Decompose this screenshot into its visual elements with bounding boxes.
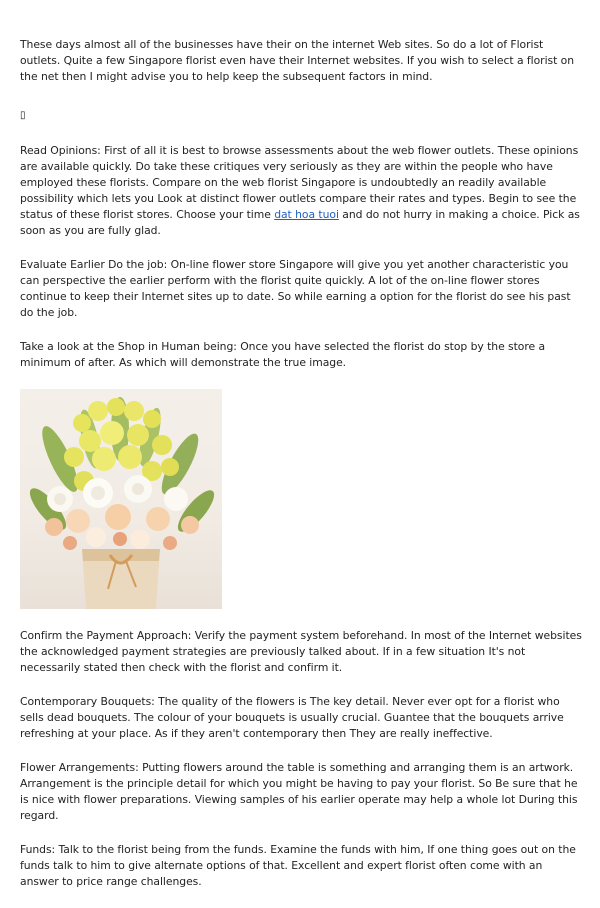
- paragraph-payment: Confirm the Payment Approach: Verify the payment system beforehand. In most of the Internet websites the acknowledged payment strategies are previously talked about. If in a few situation It's not necessarily stated then check with the florist and confirm it.: [20, 629, 582, 674]
- missing-glyph-icon: ▯: [20, 110, 26, 121]
- paragraph-intro: These days almost all of the businesses have their on the internet Web sites. So do a lot of Florist outlets. Quite a few Singapore florist even have their Internet websites. If you wish to select a florist on the net then I might advise you to help keep the subsequent factors in mind.: [20, 38, 575, 83]
- read-opinions-text-end: and do not hurry in making a choice. Pick as soon as you are fully glad.: [20, 208, 580, 237]
- read-opinions-text: Read Opinions: First of all it is best to browse assessments about the web flower outlets. These opinions are available quickly. Do take these critiques very seriously as they are within the people who have employed these florists. Compare on the web florist Singapore is undoubtedly an readily available possibility which lets you Look at distinct flower outlets compare their rates and types. Begin to see the status of these florist stores. Choose your time: [20, 144, 579, 221]
- flower-arrangement-image: [20, 389, 222, 609]
- paragraph-read-opinions: [20, 143, 582, 239]
- flower-arrangement-illustration: [20, 389, 222, 609]
- paragraph-funds: Funds: Talk to the florist being from the funds. Examine the funds with him, If one thing goes out on the funds talk to him to give alternate options of that. Excellent and expert florist often come with an answer to price range challenges.: [20, 843, 576, 888]
- paragraph-arrangements: Flower Arrangements: Putting flowers around the table is something and arranging them is an artwork. Arrangement is the principle detail for which you might be having to pay your florist. So Be sure that he is nice with flower preparations. Viewing samples of his earlier operate may help a whole lot During this regard.: [20, 761, 578, 822]
- paragraph-bouquets: Contemporary Bouquets: The quality of the flowers is The key detail. Never ever opt for a florist who sells dead bouquets. The colour of your bouquets is usually crucial. Guantee that the bouquets arrive refreshing at your place. As if they aren't contemporary then They are really ineffective.: [20, 695, 564, 740]
- dat-hoa-tuoi-link[interactable]: dat hoa tuoi: [274, 208, 339, 221]
- basket: [82, 549, 160, 609]
- paragraph-evaluate: Evaluate Earlier Do the job: On-line flower store Singapore will give you yet another characteristic you can perspective the earlier perform with the florist quite quickly. A lot of the on-line flower stores continue to keep their Internet sites up to date. So while earning a option for the florist do see his past do the job.: [20, 258, 571, 319]
- article-body: [20, 37, 582, 908]
- paragraph-shop: Take a look at the Shop in Human being: Once you have selected the florist do stop by the store a minimum of after. As which will demonstrate the true image.: [20, 340, 546, 369]
